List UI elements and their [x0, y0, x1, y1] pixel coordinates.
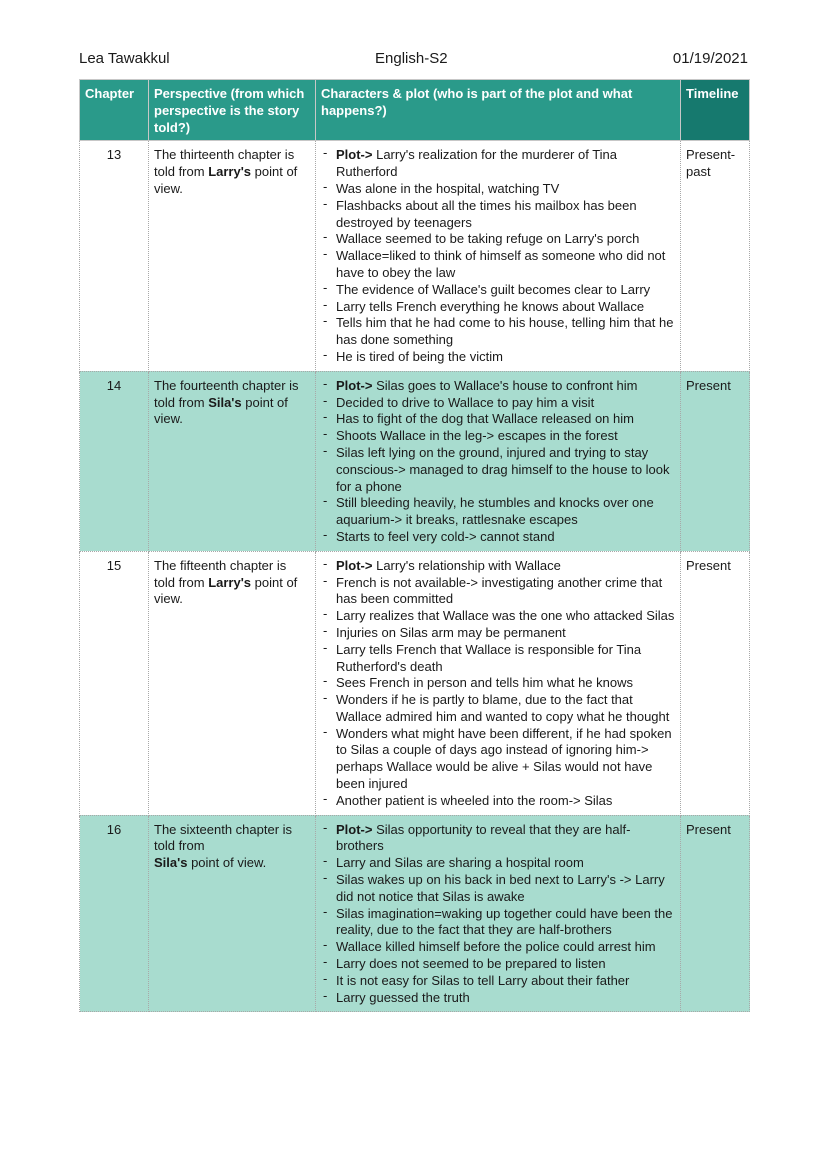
event-item: - Shoots Wallace in the leg-> escapes in the forest [321, 428, 675, 445]
event-item: - Larry realizes that Wallace was the one who attacked Silas [321, 608, 675, 625]
document-date: 01/19/2021 [672, 50, 748, 67]
event-item: - Wonders what might have been different, if he had spoken to Silas a couple of days ago instead of ignoring him-> perhaps Wallace would be alive + Silas would not have been injured [321, 726, 675, 793]
table-row [80, 371, 750, 551]
plot-cell [316, 141, 681, 371]
column-header-timeline: Timeline [681, 80, 750, 141]
column-header-chapter: Chapter [80, 80, 149, 141]
perspective-cell: The fifteenth chapter is told from Larry's point of view. [149, 551, 316, 815]
plot-cell [316, 815, 681, 1012]
plot-item: - Plot-> Silas opportunity to reveal that they are half-brothers [321, 822, 675, 856]
timeline-cell: Present-past [681, 141, 750, 371]
event-item: - Starts to feel very cold-> cannot stand [321, 529, 675, 546]
event-item: - Silas left lying on the ground, injured and trying to stay conscious-> managed to drag himself to the house to look for a phone [321, 445, 675, 495]
plot-item: - Plot-> Larry's relationship with Wallace [321, 558, 675, 575]
event-item: - Wallace seemed to be taking refuge on Larry's porch [321, 231, 675, 248]
column-header-perspective: Perspective (from which perspective is the story told?) [149, 80, 316, 141]
perspective-cell: The fourteenth chapter is told from Sila's point of view. [149, 371, 316, 551]
table-row [80, 551, 750, 815]
event-item: - Another patient is wheeled into the room-> Silas [321, 793, 675, 810]
student-name: Lea Tawakkul [79, 50, 170, 67]
event-item: - Wallace killed himself before the police could arrest him [321, 939, 675, 956]
perspective-cell: The thirteenth chapter is told from Larry's point of view. [149, 141, 316, 371]
event-item: - Larry guessed the truth [321, 990, 675, 1007]
table-row [80, 141, 750, 371]
chapter-number: 14 [80, 371, 149, 551]
event-item: - Wonders if he is partly to blame, due to the fact that Wallace admired him and wanted to copy what he thought [321, 692, 675, 726]
event-item: - Has to fight of the dog that Wallace released on him [321, 411, 675, 428]
event-item: - Was alone in the hospital, watching TV [321, 181, 675, 198]
table-header-row [80, 80, 750, 141]
event-item: - Silas wakes up on his back in bed next to Larry's -> Larry did not notice that Silas is awake [321, 872, 675, 906]
plot-item: - Plot-> Silas goes to Wallace's house to confront him [321, 378, 675, 395]
event-item: - French is not available-> investigating another crime that has been committed [321, 575, 675, 609]
event-item: - Larry tells French everything he knows about Wallace [321, 299, 675, 316]
event-item: - He is tired of being the victim [321, 349, 675, 366]
plot-cell [316, 551, 681, 815]
chapter-number: 16 [80, 815, 149, 1012]
column-header-characters: Characters & plot (who is part of the plot and what happens?) [316, 80, 681, 141]
subject-label: English-S2 [375, 50, 448, 67]
perspective-cell: The sixteenth chapter is told from Sila's point of view. [149, 815, 316, 1012]
plot-item: - Plot-> Larry's realization for the murderer of Tina Rutherford [321, 147, 675, 181]
event-item: - Still bleeding heavily, he stumbles and knocks over one aquarium-> it breaks, rattlesnake escapes [321, 495, 675, 529]
event-item: - Injuries on Silas arm may be permanent [321, 625, 675, 642]
event-item: - Flashbacks about all the times his mailbox has been destroyed by teenagers [321, 198, 675, 232]
event-item: - Larry tells French that Wallace is responsible for Tina Rutherford's death [321, 642, 675, 676]
event-item: - It is not easy for Silas to tell Larry about their father [321, 973, 675, 990]
chapter-number: 15 [80, 551, 149, 815]
timeline-cell: Present [681, 551, 750, 815]
timeline-cell: Present [681, 815, 750, 1012]
event-item: - Tells him that he had come to his house, telling him that he has done something [321, 315, 675, 349]
chapter-table [79, 79, 750, 1012]
event-item: - The evidence of Wallace's guilt becomes clear to Larry [321, 282, 675, 299]
chapter-number: 13 [80, 141, 149, 371]
plot-cell [316, 371, 681, 551]
event-item: - Sees French in person and tells him what he knows [321, 675, 675, 692]
event-item: - Wallace=liked to think of himself as someone who did not have to obey the law [321, 248, 675, 282]
event-item: - Larry does not seemed to be prepared to listen [321, 956, 675, 973]
timeline-cell: Present [681, 371, 750, 551]
table-row [80, 815, 750, 1012]
document-header [79, 50, 748, 70]
event-item: - Decided to drive to Wallace to pay him a visit [321, 395, 675, 412]
event-item: - Silas imagination=waking up together could have been the reality, due to the fact that they are half-brothers [321, 906, 675, 940]
event-item: - Larry and Silas are sharing a hospital room [321, 855, 675, 872]
